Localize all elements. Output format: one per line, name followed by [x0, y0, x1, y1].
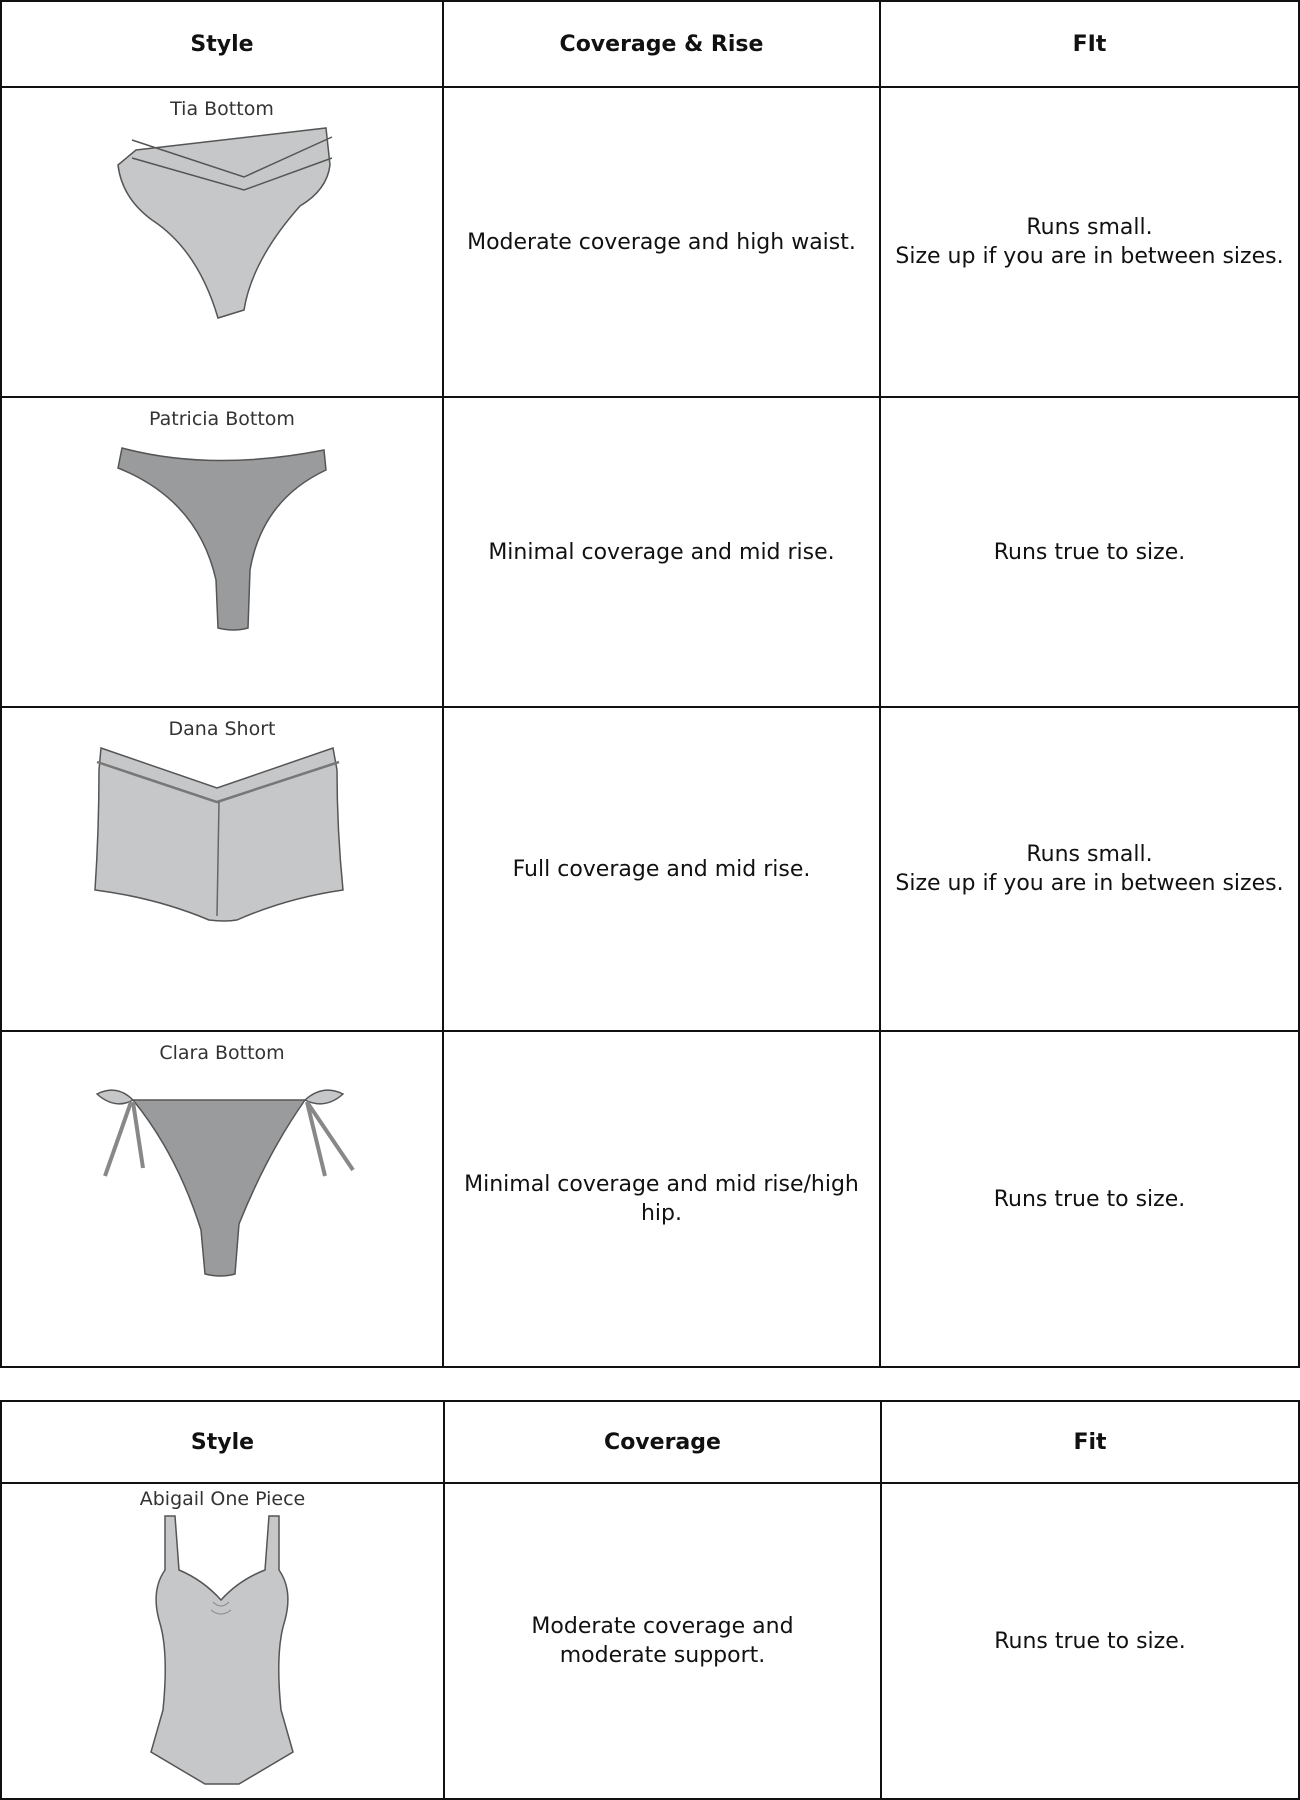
tia-bottom-icon	[102, 120, 342, 350]
style-cell	[1, 87, 443, 397]
table-header-row	[1, 1, 1299, 87]
fit-line: Size up if you are in between sizes.	[895, 244, 1284, 269]
fit-cell	[880, 1031, 1299, 1367]
fit-cell	[880, 707, 1299, 1031]
header-fit: Fit	[881, 1401, 1299, 1483]
header-style: Style	[1, 1401, 444, 1483]
table-header-row	[1, 1401, 1299, 1483]
fit-line: Runs small.	[1026, 842, 1153, 867]
header-fit: FIt	[880, 1, 1299, 87]
coverage-text: Moderate coverage and moderate support.	[531, 1614, 794, 1668]
abigail-one-piece-icon	[143, 1510, 303, 1790]
header-coverage-rise: Coverage & Rise	[443, 1, 880, 87]
header-style: Style	[1, 1, 443, 87]
fit-line: Runs small.	[1026, 215, 1153, 240]
clara-bottom-icon	[67, 1064, 377, 1304]
coverage-cell	[444, 1483, 881, 1799]
fit-cell	[880, 397, 1299, 707]
patricia-bottom-icon	[102, 430, 342, 660]
fit-cell	[881, 1483, 1299, 1799]
style-name: Abigail One Piece	[139, 1488, 306, 1510]
coverage-cell: Moderate coverage and high waist.	[443, 87, 880, 397]
style-name: Patricia Bottom	[149, 408, 295, 430]
style-cell	[1, 1483, 444, 1799]
table-row	[1, 87, 1299, 397]
fit-line: Runs true to size.	[993, 539, 1186, 565]
fit-line: Runs true to size.	[993, 1186, 1186, 1212]
style-cell	[1, 707, 443, 1031]
table-row	[1, 707, 1299, 1031]
fit-line: Runs true to size.	[994, 1628, 1186, 1654]
table-row	[1, 397, 1299, 707]
style-name: Clara Bottom	[159, 1042, 285, 1064]
coverage-cell: Full coverage and mid rise.	[443, 707, 880, 1031]
style-name: Dana Short	[168, 718, 276, 740]
fit-cell	[880, 87, 1299, 397]
header-coverage: Coverage	[444, 1401, 881, 1483]
style-name: Tia Bottom	[170, 98, 274, 120]
fit-line: Size up if you are in between sizes.	[895, 871, 1284, 896]
style-cell	[1, 397, 443, 707]
dana-short-icon	[87, 740, 357, 940]
coverage-cell: Minimal coverage and mid rise.	[443, 397, 880, 707]
coverage-cell: Minimal coverage and mid rise/high hip.	[443, 1031, 880, 1367]
table-row	[1, 1031, 1299, 1367]
style-cell	[1, 1031, 443, 1367]
size-guide-table-one-piece	[0, 1400, 1300, 1800]
table-row	[1, 1483, 1299, 1799]
